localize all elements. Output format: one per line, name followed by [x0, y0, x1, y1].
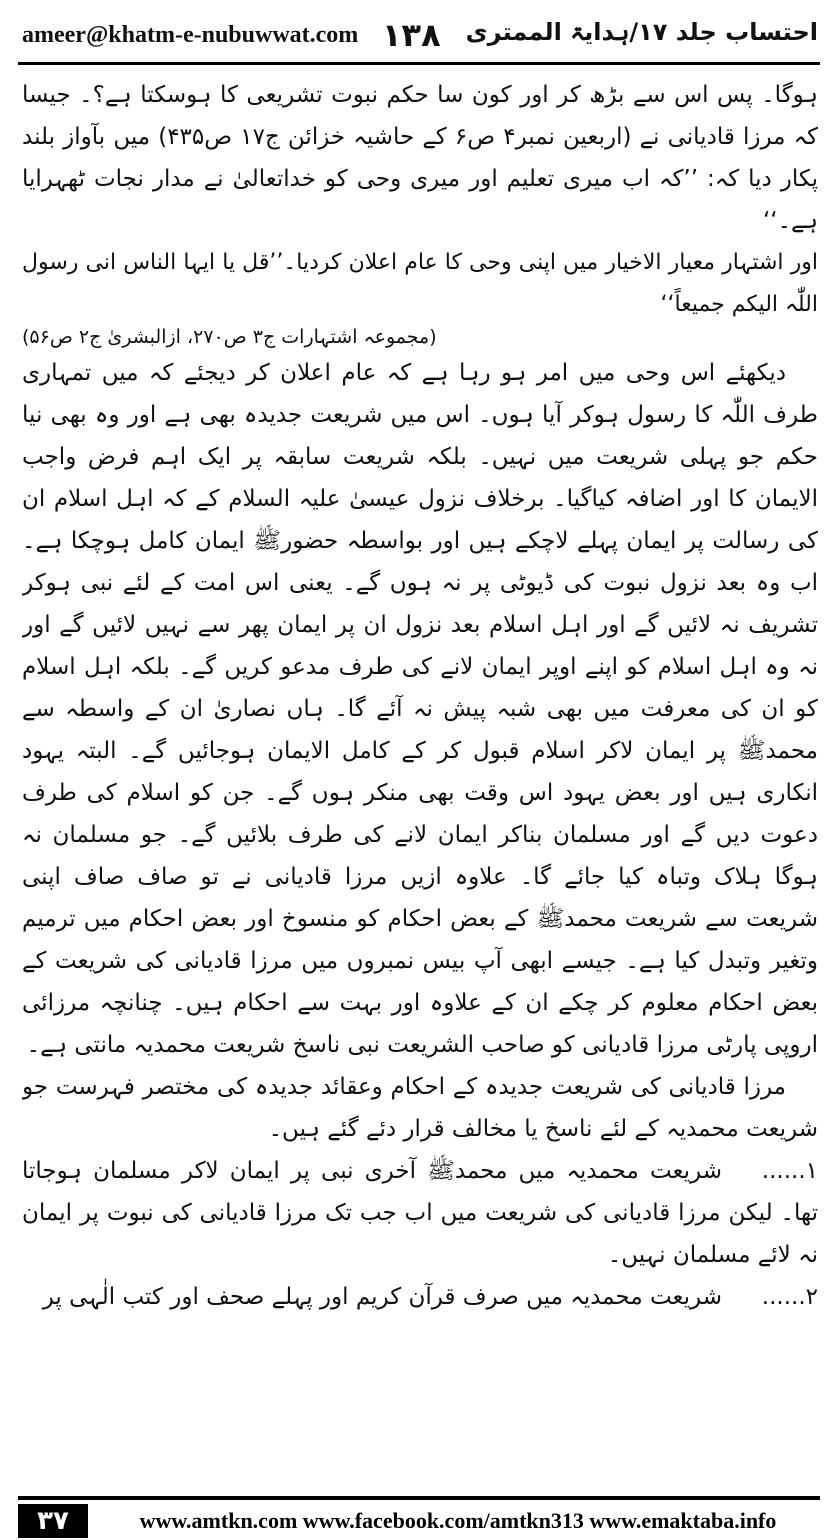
- list-item-1: [22, 1150, 818, 1276]
- page-footer: [0, 1500, 840, 1540]
- page-header: [0, 0, 840, 62]
- list-item-1-number: ۱......: [761, 1158, 818, 1184]
- header-email: ameer@khatm-e-nubuwwat.com: [22, 22, 359, 48]
- list-item-2-text: شریعت محمدیہ میں صرف قرآن کریم اور پہلے صحف اور کتب الٰہی پر: [42, 1284, 722, 1310]
- list-item-1-text: شریعت محمدیہ میں محمدﷺ آخری نبی پر ایمان لاکر مسلمان ہوجاتا تھا۔ لیکن مرزا قادیانی کی شریعت میں اب جب تک مرزا قادیانی کی نبوت پر ایمان نہ لائے مسلمان نہیں۔: [22, 1158, 818, 1268]
- header-divider: [18, 62, 820, 65]
- footer-urls: www.amtkn.com www.facebook.com/amtkn313 www.emaktaba.info: [139, 1508, 777, 1533]
- header-book-title: احتساب جلد ۱۷/ہدایۃ الممتری: [465, 18, 818, 46]
- paragraph-2: اور اشتہار معیار الاخیار میں اپنی وحی کا عام اعلان کردیا۔’’قل یا ایہا الناس انی رسول اللّٰہ الیکم جمیعاً‘‘: [22, 250, 818, 317]
- paragraph-4: مرزا قادیانی کی شریعت جدیدہ کے احکام وعقائد جدیدہ کی مختصر فہرست جو شریعت محمدیہ کے لئے ناسخ یا مخالف قرار دئے گئے ہیں۔: [22, 1074, 818, 1142]
- header-page-number: ۱۳۸: [382, 16, 441, 54]
- paragraph-1: ہوگا۔ پس اس سے بڑھ کر اور کون سا حکم نبوت تشریعی کا ہوسکتا ہے؟۔ جیسا کہ مرزا قادیانی نے (اربعین نمبر۴ ص۶ کے حاشیہ خزائن ج۱۷ ص۴۳۵) میں بآواز بلند پکار دیا کہ: ’’کہ اب میری تعلیم اور میری وحی کو خداتعالیٰ نے مدار نجات ٹھہرایا ہے۔‘‘: [22, 82, 818, 234]
- list-item-2-number: ۲......: [761, 1284, 818, 1310]
- footer-page-box: ۳۷: [18, 1504, 88, 1538]
- paragraph-3: دیکھئے اس وحی میں امر ہو رہا ہے کہ عام اعلان کر دیجئے کہ میں تمہاری طرف اللّٰہ کا رسول ہوکر آیا ہوں۔ اس میں شریعت جدیدہ بھی ہے اور وہ بھی نیا حکم جو پہلی شریعت میں نہیں۔ بلکہ شریعت سابقہ پر ایک اہم فرض واجب الایمان کا اور اضافہ کیاگیا۔ برخلاف نزول عیسیٰ علیہ السلام کے کہ اہل اسلام ان کی رسالت پر ایمان پہلے لاچکے ہیں اور بواسطہ حضورﷺ ایمان کامل ہوچکا ہے۔ اب وہ بعد نزول نبوت کی ڈیوٹی پر نہ ہوں گے۔ یعنی اس امت کے لئے نبی ہوکر تشریف نہ لائیں گے اور اہل اسلام بعد نزول ان پر ایمان پھر سے نہیں لائیں گے اور نہ وہ اہل اسلام کو اپنے اوپر ایمان لانے کی طرف مدعو کریں گے۔ بلکہ اہل اسلام کو ان کی معرفت میں بھی شبہ پیش نہ آئے گا۔ ہاں نصاریٰ ان کے واسطہ سے محمدﷺ پر ایمان لاکر اسلام قبول کر کے کامل الایمان ہوجائیں گے۔ البتہ یہود انکاری ہیں اور بعض یہود اس وقت بھی منکر ہوں گے۔ جن کو اسلام کی طرف دعوت دیں گے اور مسلمان بناکر ایمان لانے کی طرف بلائیں گے۔ جو مسلمان نہ ہوگا ہلاک وتباہ کیا جائے گا۔ علاوہ ازیں مرزا قادیانی نے تو صاف صاف اپنی شریعت سے شریعت محمدﷺ کے بعض احکام کو منسوخ اور بعض احکام میں ترمیم وتغیر وتبدل کیا ہے۔ جیسے ابھی آپ بیس نمبروں میں مرزا قادیانی کی شریعت کے بعض احکام معلوم کر چکے ان کے علاوہ اور بہت سے احکام ہیں۔ چنانچہ مرزائی اروپی پارٹی مرزا قادیانی کو صاحب الشریعت نبی ناسخ شریعت محمدیہ مانتی ہے۔: [22, 360, 818, 1058]
- citation: (مجموعہ اشتہارات ج۳ ص۲۷۰، ازالبشریٰ ج۲ ص۵۶): [22, 326, 437, 348]
- document-body: [22, 74, 818, 1494]
- list-item-2: [22, 1276, 818, 1318]
